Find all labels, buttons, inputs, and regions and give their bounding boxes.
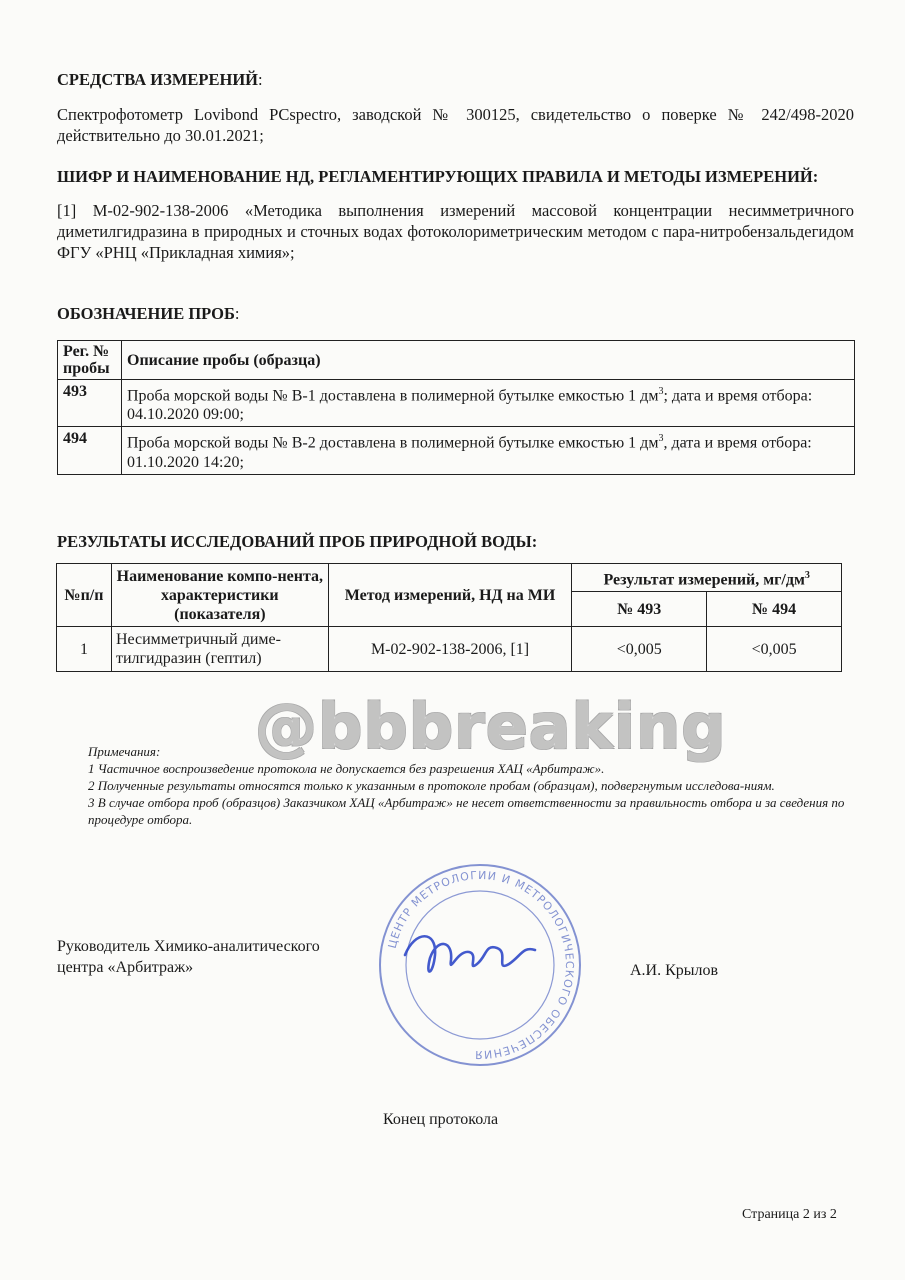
instruments-text: Спектрофотометр Lovibond PCspectro, заводской № 300125, свидетельство о поверке № 242/498-2020 действительно до 30.01.2021; — [57, 105, 854, 145]
page-number: Страница 2 из 2 — [742, 1207, 837, 1222]
col-num-header: №п/п — [57, 564, 112, 627]
results-section — [57, 531, 854, 552]
result-num: 1 — [57, 627, 112, 672]
col-result-header: Результат измерений, $мг/дм^3$ — [572, 564, 842, 592]
result-value-493: <0,005 — [572, 627, 707, 672]
col-name-header: Наименование компо-нента, характеристики (показателя) — [111, 564, 328, 627]
col-reg-header: Рег. № пробы — [58, 341, 122, 380]
instruments-heading: СРЕДСТВА ИЗМЕРЕНИЙ: — [57, 70, 263, 89]
signature-scribble — [405, 936, 535, 971]
signer-name: А.И. Крылов — [630, 962, 719, 979]
results-table — [56, 563, 842, 672]
results-heading: РЕЗУЛЬТАТЫ ИССЛЕДОВАНИЙ ПРОБ ПРИРОДНОЙ ВОДЫ: — [57, 532, 538, 551]
methods-heading: ШИФР И НАИМЕНОВАНИЕ НД, РЕГЛАМЕНТИРУЮЩИХ ПРАВИЛА И МЕТОДЫ ИЗМЕРЕНИЙ: — [57, 167, 819, 186]
result-name: Несимметричный диме-тилгидразин (гептил) — [111, 627, 328, 672]
note-item: 2 Полученные результаты относятся только к указанным в протоколе пробам (образцам), подвергнутым исследова-ниям. — [88, 778, 775, 793]
notes — [88, 743, 858, 828]
table-row — [58, 427, 855, 474]
samples-table-header — [58, 341, 855, 380]
sample-desc: Проба морской воды № В-2 доставлена в полимерной бутылке емкостью 1 $дм^3$, дата и время отбора: 01.10.2020 14:20; — [122, 427, 855, 474]
table-row — [58, 380, 855, 427]
note-item: 1 Частичное воспроизведение протокола не допускается без разрешения ХАЦ «Арбитраж». — [88, 761, 605, 776]
official-stamp — [375, 860, 585, 1070]
samples-heading: ОБОЗНАЧЕНИЕ ПРОБ: — [57, 304, 240, 323]
samples-section — [57, 303, 854, 324]
watermark: @bbbreaking — [255, 690, 727, 763]
result-method: М-02-902-138-2006, [1] — [328, 627, 572, 672]
col-sample-493: № 493 — [572, 592, 707, 627]
note-item: 3 В случае отбора проб (образцов) Заказчиком ХАЦ «Арбитраж» не несет ответственности за правильность отбора и за сведения по процедуре отбора. — [88, 795, 845, 827]
methods-section — [57, 166, 854, 263]
col-desc-header: Описание пробы (образца) — [122, 341, 855, 380]
signer-position: Руководитель Химико-аналитического центра «Арбитраж» — [57, 938, 320, 976]
sample-reg: 493 — [58, 380, 122, 427]
col-sample-494: № 494 — [707, 592, 842, 627]
end-of-protocol: Конец протокола — [383, 1111, 499, 1128]
instruments-section — [57, 69, 854, 146]
svg-text:ЦЕНТР МЕТРОЛОГИИ И МЕТРОЛОГИЧЕ — [386, 869, 576, 1061]
col-method-header: Метод измерений, НД на МИ — [328, 564, 572, 627]
sample-reg: 494 — [58, 427, 122, 474]
result-value-494: <0,005 — [707, 627, 842, 672]
stamp-text: ЦЕНТР МЕТРОЛОГИИ И МЕТРОЛОГИЧЕСКОГО ОБЕСПЕЧЕНИЯ — [385, 868, 577, 1062]
sample-desc: Проба морской воды № В-1 доставлена в полимерной бутылке емкостью 1 $дм^3$; дата и время отбора: 04.10.2020 09:00; — [122, 380, 855, 427]
table-row — [57, 627, 842, 672]
methods-text: [1] М-02-902-138-2006 «Методика выполнения измерений массовой концентрации несимметричного диметилгидразина в природных и сточных водах фотоколориметрическим методом с пара-нитробензальдегидом ФГУ «РНЦ «Прикладная химия»; — [57, 201, 854, 262]
notes-title: Примечания: — [88, 744, 161, 759]
samples-table — [57, 340, 855, 475]
